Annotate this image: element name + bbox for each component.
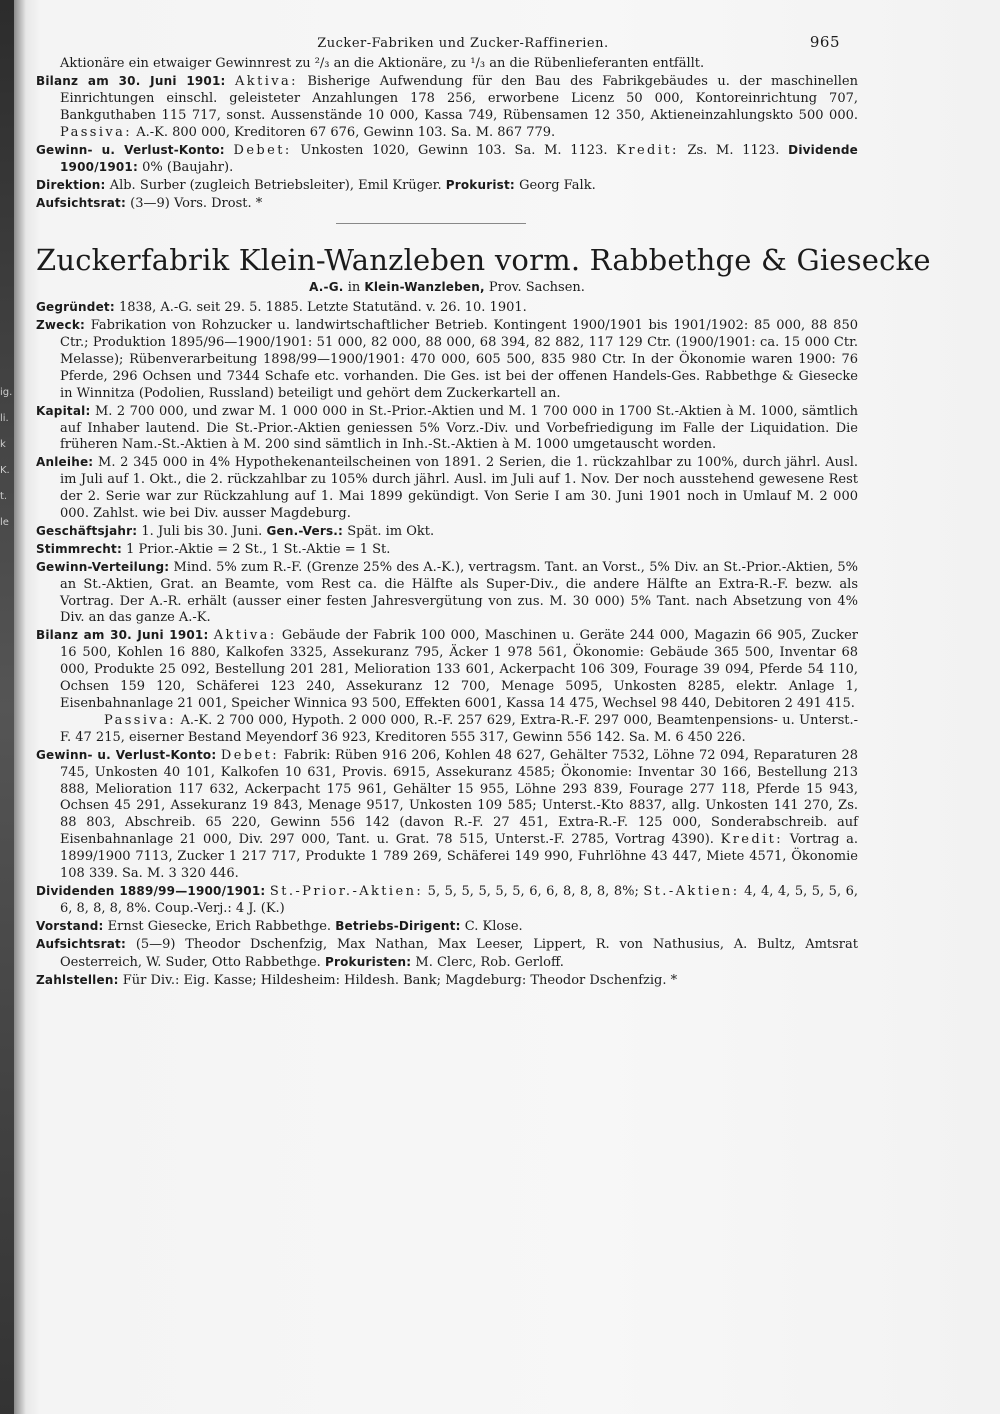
prev-bilanz-passiva: A.-K. 800 000, Kreditoren 67 676, Gewinn 103. Sa. M. 867 779. xyxy=(136,124,556,140)
genvers-label: Gen.-Vers.: xyxy=(266,523,344,538)
section-vorstand xyxy=(36,918,858,936)
book-spine-shadow xyxy=(0,0,14,1414)
section-gewinnverteilung xyxy=(36,559,858,628)
zahlstellen-text: Für Div.: Eig. Kasse; Hildesheim: Hildesh. Bank; Magdeburg: Theodor Dschenfzig. * xyxy=(122,972,678,988)
bilanz-label: Bilanz am 30. Juni 1901: xyxy=(36,628,209,643)
prev-guv-debet-label: Debet: xyxy=(233,142,292,158)
vorstand-text: Ernst Giesecke, Erich Rabbethge. xyxy=(107,918,332,934)
anleihe-text: M. 2 345 000 in 4% Hypothekenanteilscheinen von 1891. 2 Serien, die 1. rückzahlbar zu 100%, durch jährl. Ausl. im Juli auf 1. Okt., die 2. rückzahlbar zu 105% durch jährl. Ausl. im Juli auf 1. Nov. Der noch ausstehend gewesene Rest der 2. Serie war zur Rückzahlung auf 1. Mai 1899 gekündigt. Von Serie I am 30. Juni 1901 noch in Umlauf M. 2 000 000. Zahlst. wie bei Div. ausser Magdeburg. xyxy=(60,455,858,522)
section-gegruendet xyxy=(36,299,858,317)
prev-dividende: 0% (Baujahr). xyxy=(142,160,234,176)
prev-direktion-label: Direktion: xyxy=(36,178,106,193)
zweck-text: Fabrikation von Rohzucker u. landwirtschaftlicher Betrieb. Kontingent 1900/1901 bis 1901/1902: 85 000, 88 850 Ctr.; Produktion 1895/96—1900/1901: 51 000, 82 000, 88 000, 68 394, 82 882, 117 129 Ctr. (1900/1901: ca. 15 000 Ctr. Melasse); Rübenverarbeitung 1898/99—1900/1901: 470 000, 605 500, 835 980 Ctr. In der Ökonomie waren 1900: 76 Pferde, 296 Ochsen und 7344 Schafe etc. vorhanden. Die Ges. ist bei der offenen Handels-Ges. Rabbethge & Giesecke in Winnitza (Podolien, Russland) beteiligt und gehört dem Zuckerkartell an. xyxy=(60,318,858,401)
guv-debet-label: Debet: xyxy=(220,747,280,763)
dividenden-prior-text: 5, 5, 5, 5, 5, 5, 6, 6, 8, 8, 8, 8%; xyxy=(427,883,639,899)
dividenden-label: Dividenden 1889/99—1900/1901: xyxy=(36,883,266,898)
guv-label: Gewinn- u. Verlust-Konto: xyxy=(36,747,217,762)
prev-bilanz-aktiva: Bisherige Aufwendung für den Bau des Fabrikgebäudes u. der maschinellen Einrichtungen einschl. geleisteter Anzahlungen 178 256, erworbene Licenz 50 000, Kontoreinrichtung 707, Bankguthaben 115 717, sonst. Aussenstände 10 000, Kassa 749, Rübensamen 12 350, Aktieneinzahlungskto 500 000. xyxy=(60,73,858,123)
prev-guv-label: Gewinn- u. Verlust-Konto: xyxy=(36,142,225,157)
section-zweck xyxy=(36,317,858,403)
dividenden-coup: Coup.-Verj.: 4 J. (K.) xyxy=(155,900,285,916)
section-divider xyxy=(336,223,526,238)
previous-entry-intro: Aktionäre ein etwaiger Gewinnrest zu ²/₃ an die Aktionäre, zu ¹/₃ an die Rübenlieferanten entfällt. xyxy=(60,56,705,71)
prev-bilanz xyxy=(36,73,858,142)
running-title: Zucker-Fabriken und Zucker-Raffinerien. xyxy=(317,36,609,51)
vorstand-label: Vorstand: xyxy=(36,918,104,933)
bilanz-aktiva-label: Aktiva: xyxy=(213,628,277,644)
geschaeftsjahr-label: Geschäftsjahr: xyxy=(36,523,138,538)
stimmrecht-text: 1 Prior.-Aktie = 2 St., 1 St.-Aktie = 1 St. xyxy=(126,541,391,557)
section-guv xyxy=(36,747,858,883)
genvers-text: Spät. im Okt. xyxy=(347,523,435,539)
gegruendet-text: 1838, A.-G. seit 29. 5. 1885. Letzte Statutänd. v. 26. 10. 1901. xyxy=(119,300,527,316)
prev-bilanz-aktiva-label: Aktiva: xyxy=(235,73,298,89)
page-content xyxy=(36,33,931,989)
company-title: Zuckerfabrik Klein-Wanzleben vorm. Rabbethge & Giesecke xyxy=(36,243,931,278)
bilanz-aktiva-text: Gebäude der Fabrik 100 000, Maschinen u. Geräte 244 000, Magazin 66 905, Zucker 16 500, Kohlen 16 880, Kalkofen 3325, Assekuranz 795, Äcker 1 978 561, Ökonomie: Gebäude 365 500, Inventar 68 000, Produkte 25 092, Bestellung 201 281, Melioration 133 601, Ackerpacht 106 309, Fourage 39 094, Pferde 54 110, Ochsen 159 120, Schäferei 123 240, Assekuranz 12 700, Menage 5095, Unkosten 8285, elektr. Anlage 1, Eisenbahnanlage 21 001, Speicher Winnica 93 500, Effekten 6001, Kassa 14 475, Wechsel 98 440, Debitoren 2 491 415. xyxy=(60,628,859,711)
guv-kredit-label: Kredit: xyxy=(720,832,784,848)
betriebsdirigent-label: Betriebs-Dirigent: xyxy=(335,918,461,933)
prev-bilanz-label: Bilanz am 30. Juni 1901: xyxy=(36,73,226,88)
margin-marks: ig. li. k K. t. le xyxy=(0,387,13,528)
prev-dividende-label: Dividende 1900/1901: xyxy=(60,142,858,175)
section-aufsichtsrat xyxy=(36,936,858,972)
section-bilanz-passiva xyxy=(36,713,858,747)
company-subtitle-in: in xyxy=(347,280,361,296)
prokuristen-label: Prokuristen: xyxy=(324,954,412,969)
anleihe-label: Anleihe: xyxy=(36,455,94,470)
guv-kredit-text: Vortrag a. 1899/1900 7113, Zucker 1 217 717, Produkte 1 789 269, Schäferei 149 990, Fuhrlöhne 43 447, Miete 4571, Ökonomie 108 339. Sa. M. 3 320 446. xyxy=(60,832,858,882)
prev-aufsichtsrat-text: (3—9) Vors. Drost. * xyxy=(130,196,263,212)
company-subtitle xyxy=(36,278,858,297)
prev-guv-kredit: Zs. M. 1123. xyxy=(687,142,780,158)
prev-guv-debet: Unkosten 1020, Gewinn 103. Sa. M. 1123. xyxy=(300,142,608,158)
kapital-label: Kapital: xyxy=(36,403,91,418)
prev-guv xyxy=(36,142,858,178)
aufsichtsrat-text: (5—9) Theodor Dschenfzig, Max Nathan, Max Leeser, Lippert, R. von Nathusius, A. Bultz, Amtsrat Oesterreich, W. Suder, Otto Rabbethge. xyxy=(60,936,858,970)
section-stimmrecht xyxy=(36,541,858,559)
prev-prokurist-text: Georg Falk. xyxy=(519,178,596,194)
company-legal-form: A.-G. xyxy=(309,280,344,295)
guv-debet-text: Fabrik: Rüben 916 206, Kohlen 48 627, Gehälter 7532, Löhne 72 094, Reparaturen 28 745, Unkosten 40 101, Kalkofen 10 631, Provis. 6915, Assekuranz 4585; Ökonomie: Inventar 30 166, Bestellung 213 888, Melioration 117 632, Ackerpacht 175 961, Gehälter 15 955, Löhne 293 839, Fourage 277 118, Pferde 15 943, Ochsen 45 291, Assekuranz 19 843, Menage 9517, Unkosten 109 585; Unterst.-Kto 8837, allg. Unkosten 141 270, Zs. 88 803, Abschreib. 65 220, Gewinn 556 142 (davon R.-F. 27 451, Extra-R.-F. 125 000, Sonderabschreib. auf Eisenbahnanlage 21 000, Div. 297 000, Tant. u. Grat. 78 515, Unterst.-F. 2785, Vortrag 4390). xyxy=(60,747,858,848)
prev-direktion xyxy=(36,177,858,195)
kapital-text: M. 2 700 000, und zwar M. 1 000 000 in St.-Prior.-Aktien und M. 1 700 000 in 1700 St.-Aktien à M. 1000, sämtlich auf Inhaber lautend. Die St.-Prior.-Aktien geniessen 5% Vorz.-Div. und Vorbefriedigung im Falle der Liquidation. Die früheren Nam.-St.-Aktien à M. 200 sind sämtlich in Inh.-St.-Aktien à M. 1000 umgetauscht worden. xyxy=(60,403,858,453)
zweck-label: Zweck: xyxy=(36,318,86,333)
prev-direktion-text: Alb. Surber (zugleich Betriebsleiter), Emil Krüger. xyxy=(109,178,442,194)
section-dividenden xyxy=(36,883,858,918)
company-place: Klein-Wanzleben, xyxy=(364,280,485,295)
gewinnverteilung-label: Gewinn-Verteilung: xyxy=(36,559,170,574)
section-geschaeftsjahr xyxy=(36,523,858,541)
stimmrecht-label: Stimmrecht: xyxy=(36,541,122,556)
aufsichtsrat-label: Aufsichtsrat: xyxy=(36,936,126,951)
zahlstellen-label: Zahlstellen: xyxy=(36,972,119,987)
section-anleihe xyxy=(36,454,858,523)
section-kapital xyxy=(36,403,858,455)
prev-bilanz-passiva-label: Passiva: xyxy=(60,124,133,140)
betriebsdirigent-text: C. Klose. xyxy=(464,918,523,934)
running-header xyxy=(36,34,858,56)
page-number: 965 xyxy=(809,33,840,51)
prev-prokurist-label: Prokurist: xyxy=(445,178,515,193)
gewinnverteilung-text: Mind. 5% zum R.-F. (Grenze 25% des A.-K.), vertragsm. Tant. an Vorst., 5% Div. an St.-Prior.-Aktien, 5% an St.-Aktien, Grat. an Beamte, vom Rest ca. die Hälfte als Super-Div., die andere Hälfte an Extra-R.-F. bezw. als Vortrag. Der A.-R. erhält (ausser einer festen Jahresvergütung von zus. M. 30 000) 5% Tant. nach Absetzung von 4% Div. an das ganze A.-K. xyxy=(60,559,859,626)
dividenden-prior-label: St.-Prior.-Aktien: xyxy=(269,883,424,899)
prokuristen-text: M. Clerc, Rob. Gerloff. xyxy=(415,954,564,970)
section-zahlstellen xyxy=(36,972,858,990)
gegruendet-label: Gegründet: xyxy=(36,300,115,315)
company-region: Prov. Sachsen. xyxy=(488,280,585,296)
bilanz-passiva-text: A.-K. 2 700 000, Hypoth. 2 000 000, R.-F. 257 629, Extra-R.-F. 297 000, Beamtenpensions- u. Unterst.-F. 47 215, eiserner Bestand Meyendorf 36 923, Kreditoren 555 317, Gewinn 556 142. Sa. M. 6 450 226. xyxy=(60,712,858,745)
bilanz-passiva-label: Passiva: xyxy=(104,712,177,728)
prev-aufsichtsrat xyxy=(36,195,858,213)
dividenden-st-text: 4, 4, 4, 5, 5, 5, 6, 6, 8, 8, 8, 8%. xyxy=(60,883,859,916)
prev-guv-kredit-label: Kredit: xyxy=(616,142,679,158)
section-bilanz xyxy=(36,627,858,713)
geschaeftsjahr-text: 1. Juli bis 30. Juni. xyxy=(141,523,263,539)
prev-aufsichtsrat-label: Aufsichtsrat: xyxy=(36,196,126,211)
dividenden-st-label: St.-Aktien: xyxy=(643,883,740,899)
